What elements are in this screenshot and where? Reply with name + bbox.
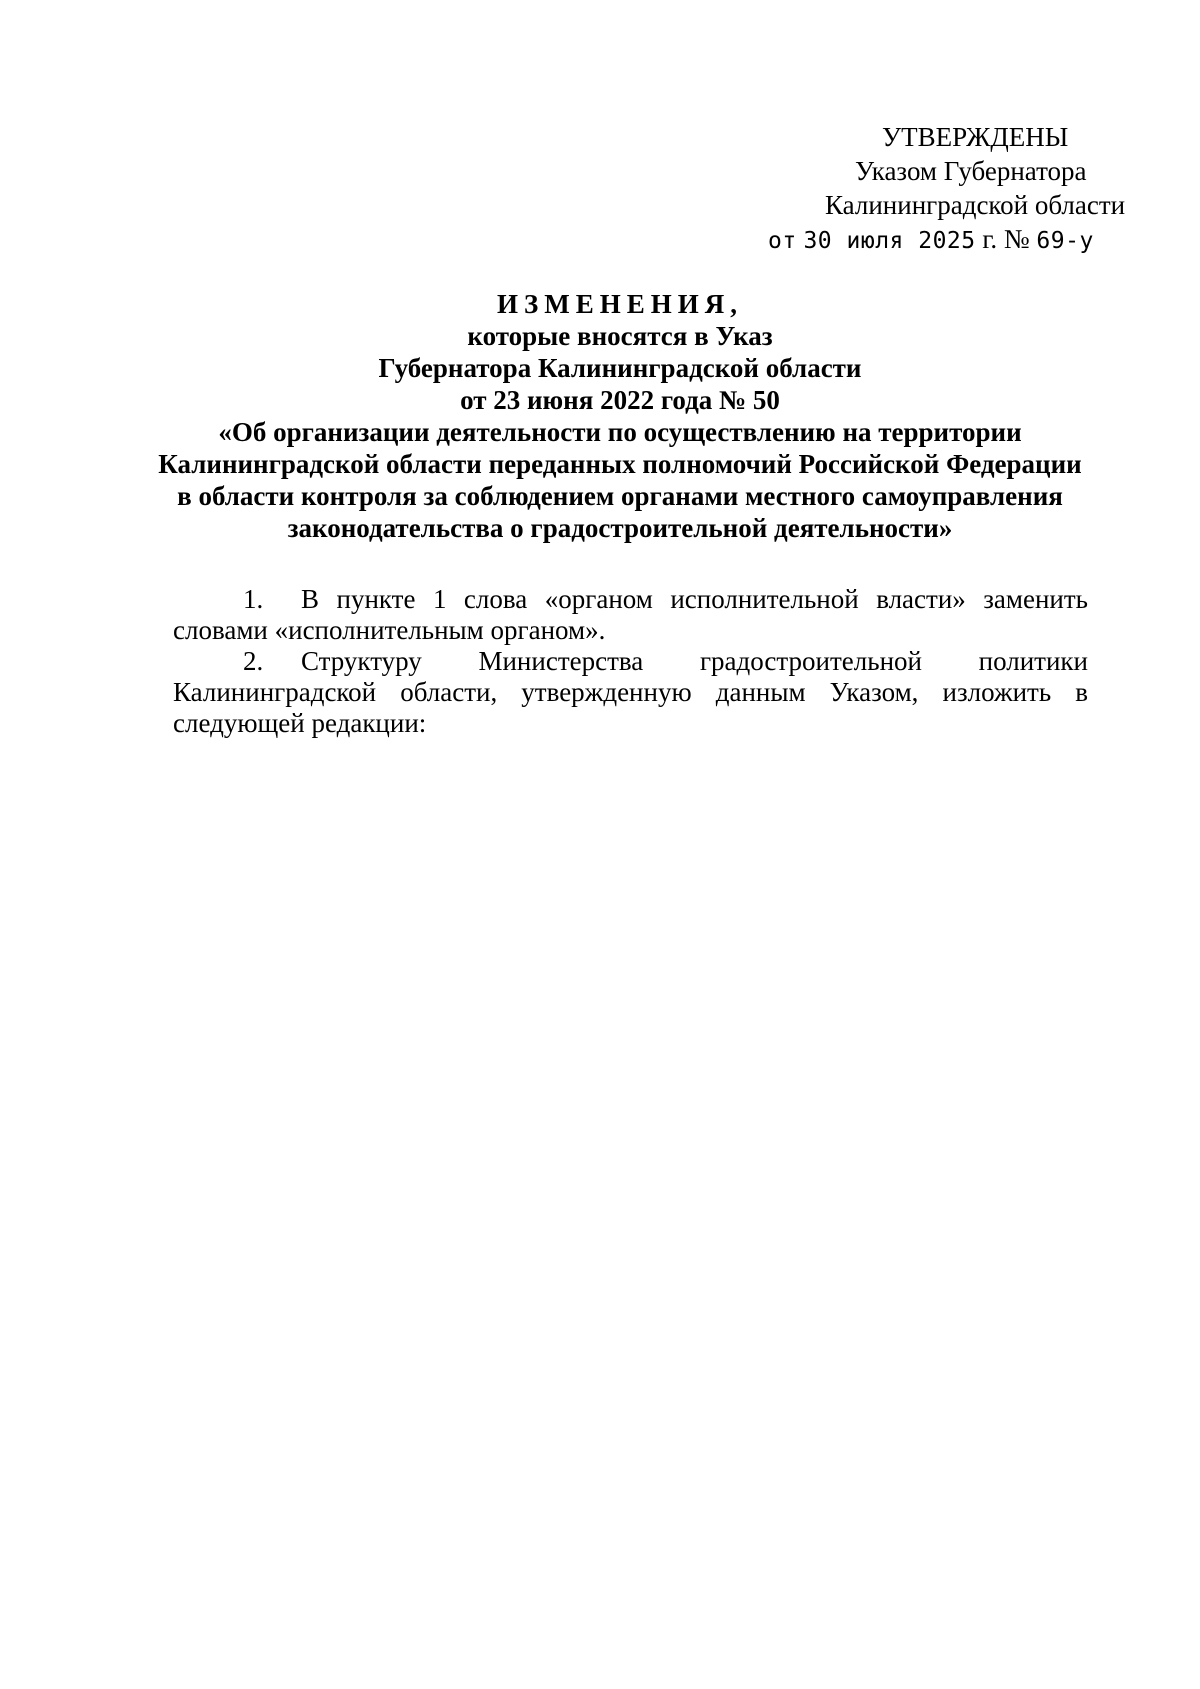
- paragraph-number: 1.: [243, 584, 264, 614]
- paragraph-text: В пункте 1 слова «органом исполнительной власти» заменить словами «исполнительным органом».: [173, 584, 1088, 645]
- decree-number: 69-у: [1036, 228, 1094, 254]
- year-suffix: г. №: [982, 224, 1030, 254]
- document-body: [173, 584, 1088, 739]
- approved-date-line: [700, 222, 1160, 258]
- paragraph-text: Структуру Министерства градостроительной политики Калининградской области, утвержденную данным Указом, изложить в следующей редакции:: [173, 646, 1088, 738]
- title-line: в области контроля за соблюдением органами местного самоуправления: [177, 481, 1063, 511]
- title-line: Калининградской области переданных полномочий Российской Федерации: [158, 449, 1082, 479]
- paragraph-item-1: [173, 584, 1088, 646]
- approved-word: УТВЕРЖДЕНЫ: [882, 122, 1069, 152]
- approval-stamp-block: [700, 120, 1160, 258]
- document-title-block: [150, 288, 1090, 544]
- title-line: которые вносятся в Указ: [467, 321, 773, 351]
- title-line: «Об организации деятельности по осуществлению на территории: [218, 417, 1022, 447]
- title-line: законодательства о градостроительной деятельности»: [287, 513, 953, 543]
- title-line: Губернатора Калининградской области: [378, 353, 862, 383]
- approved-region: Калининградской области: [825, 190, 1126, 220]
- paragraph-number: 2.: [243, 646, 264, 676]
- document-heading: ИЗМЕНЕНИЯ,: [496, 289, 743, 319]
- date-value: 30 июля 2025: [803, 228, 976, 254]
- paragraph-item-2: [173, 646, 1088, 739]
- approved-by: Указом Губернатора: [855, 156, 1087, 186]
- title-line: от 23 июня 2022 года № 50: [460, 385, 780, 415]
- date-prefix: от: [768, 228, 797, 254]
